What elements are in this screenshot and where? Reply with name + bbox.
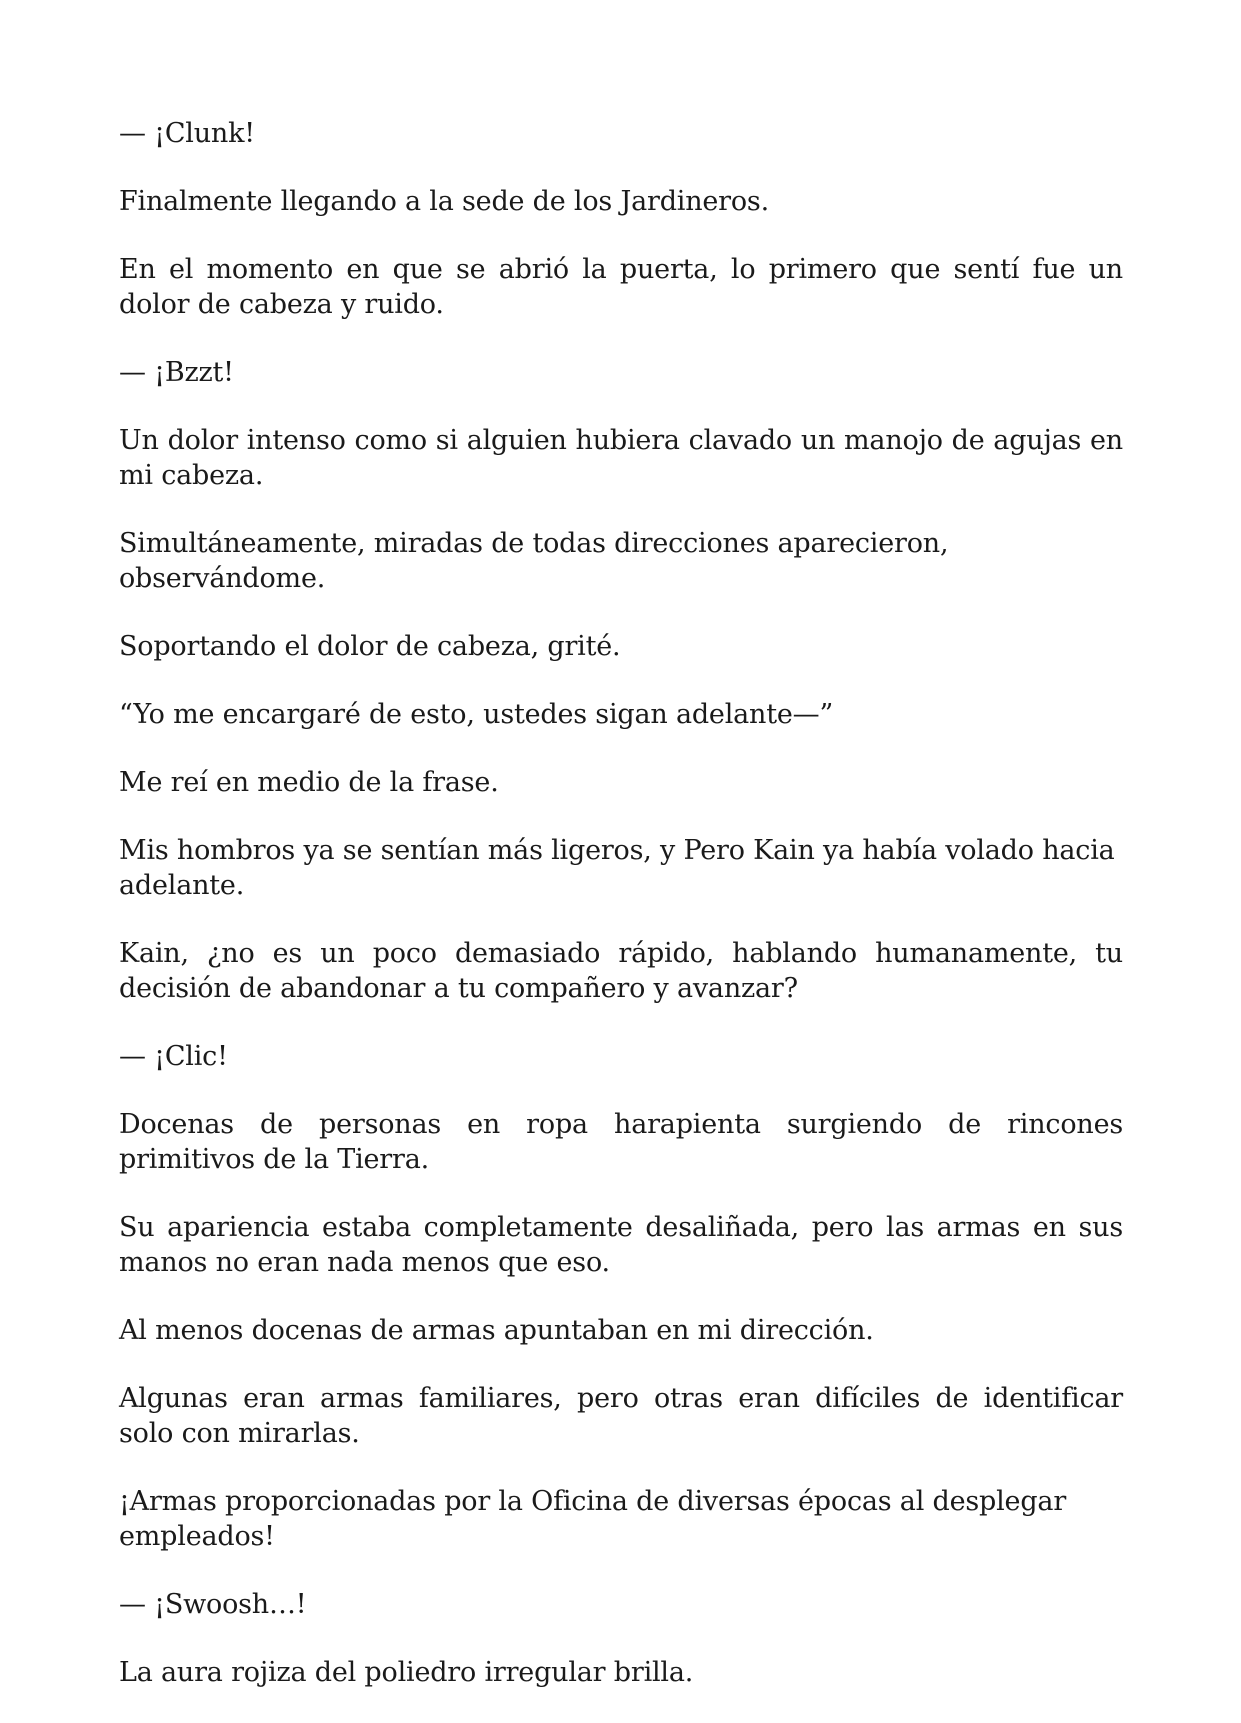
paragraph-1: — ¡Clunk! [119, 118, 255, 149]
paragraph-18: — ¡Swoosh…! [119, 1589, 307, 1620]
paragraph-6: Simultáneamente, miradas de todas direcciones aparecieron, observándome. [119, 528, 949, 594]
paragraph-3: En el momento en que se abrió la puerta, lo primero que sentí fue un dolor de cabeza y ruido. [119, 254, 1123, 320]
paragraph-16: Algunas eran armas familiares, pero otras eran difíciles de identificar solo con mirarlas. [119, 1383, 1123, 1449]
paragraph-4: — ¡Bzzt! [119, 357, 234, 388]
paragraph-2: Finalmente llegando a la sede de los Jardineros. [119, 186, 769, 217]
paragraph-14: Su apariencia estaba completamente desaliñada, pero las armas en sus manos no eran nada menos que eso. [119, 1212, 1123, 1278]
paragraph-15: Al menos docenas de armas apuntaban en mi dirección. [119, 1315, 874, 1346]
paragraph-10: Mis hombros ya se sentían más ligeros, y Pero Kain ya había volado hacia adelante. [119, 835, 1115, 901]
paragraph-7: Soportando el dolor de cabeza, grité. [119, 631, 621, 662]
body-text [119, 116, 1123, 1723]
paragraph-12: — ¡Clic! [119, 1041, 228, 1072]
paragraph-9: Me reí en medio de la frase. [119, 767, 499, 798]
paragraph-19: La aura rojiza del poliedro irregular brilla. [119, 1657, 694, 1688]
paragraph-13: Docenas de personas en ropa harapienta surgiendo de rincones primitivos de la Tierra. [119, 1109, 1123, 1175]
paragraph-8: “Yo me encargaré de esto, ustedes sigan adelante—” [119, 699, 834, 730]
paragraph-11: Kain, ¿no es un poco demasiado rápido, hablando humanamente, tu decisión de abandonar a tu compañero y avanzar? [119, 938, 1123, 1004]
paragraph-5: Un dolor intenso como si alguien hubiera clavado un manojo de agujas en mi cabeza. [119, 425, 1123, 491]
paragraph-17: ¡Armas proporcionadas por la Oficina de diversas épocas al desplegar empleados! [119, 1486, 1067, 1552]
